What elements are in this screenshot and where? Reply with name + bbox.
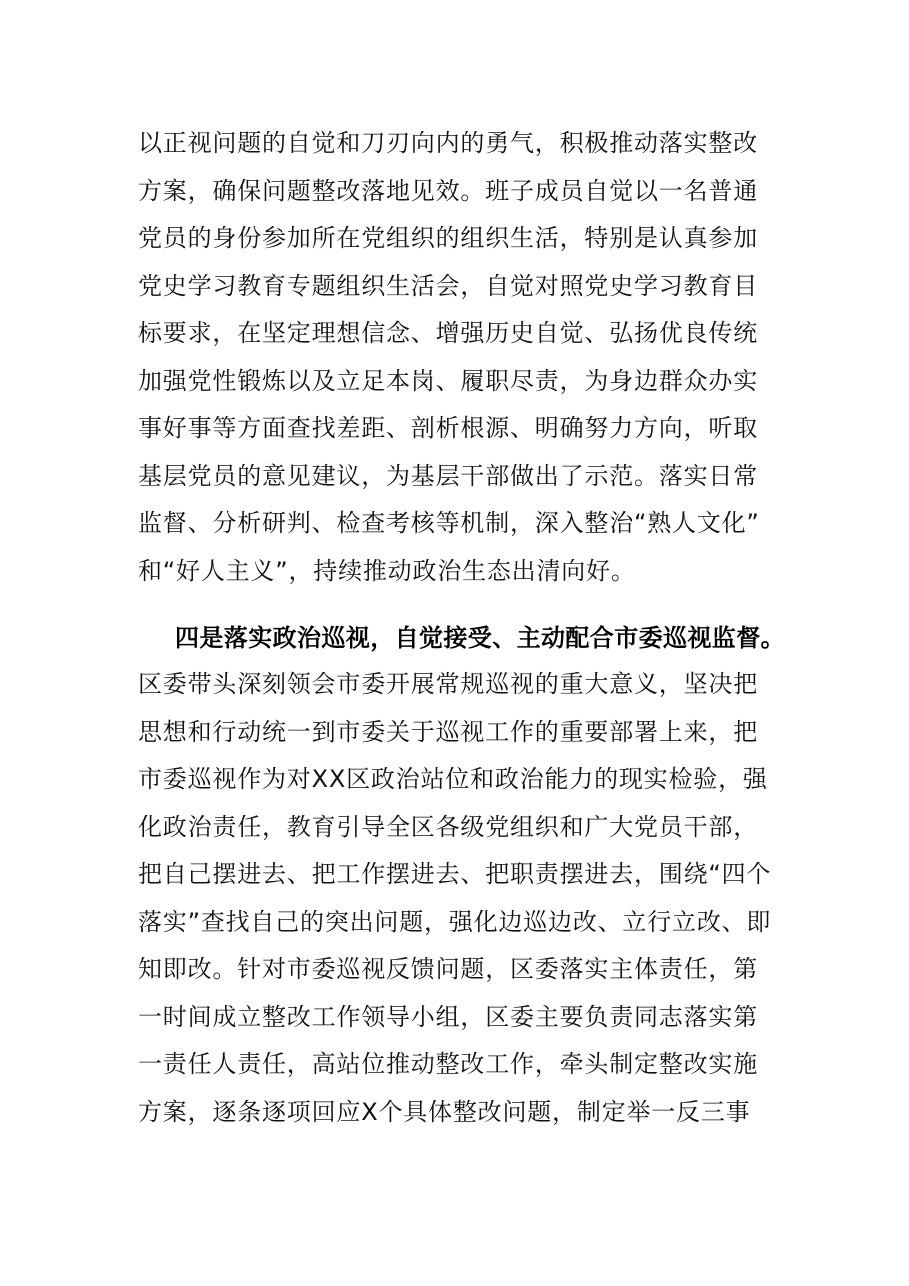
text-line: 基层党员的意见建议，为基层干部做出了示范。落实日常 <box>138 461 758 490</box>
paragraph-1 <box>138 120 778 595</box>
text-line: 和“好人主义”，持续推动政治生态出清向好。 <box>138 556 636 585</box>
text-line: 市委巡视作为对XX区政治站位和政治能力的现实检验，强 <box>138 765 768 793</box>
text-line: 一责任人责任，高站位推动整改工作，牵头制定整改实施 <box>138 1050 758 1078</box>
text-line: 落实”查找自己的突出问题，强化边巡边改、立行立改、即 <box>138 907 772 936</box>
text-line: 党史学习教育专题组织生活会，自觉对照党史学习教育目 <box>138 271 758 300</box>
paragraph-2 <box>138 661 778 1136</box>
text-line: 以正视问题的自觉和刀刃向内的勇气，积极推动落实整改 <box>138 129 758 157</box>
text-line: 一时间成立整改工作领导小组，区委主要负责同志落实第 <box>138 1002 758 1031</box>
section-heading: 四是落实政治巡视，自觉接受、主动配合市委巡视监督。 <box>175 624 785 652</box>
text-line: 事好事等方面查找差距、剖析根源、明确努力方向，听取 <box>138 414 758 442</box>
text-line: 方案，逐条逐项回应X个具体整改问题，制定举一反三事 <box>138 1097 751 1126</box>
text-line: 加强党性锻炼以及立足本岗、履职尽责，为身边群众办实 <box>138 366 758 395</box>
text-line: 标要求，在坚定理想信念、增强历史自觉、弘扬优良传统 <box>138 319 758 347</box>
text-line: 党员的身份参加所在党组织的组织生活，特别是认真参加 <box>138 224 758 252</box>
text-line: 监督、分析研判、检查考核等机制，深入整治“熟人文化” <box>138 509 760 537</box>
text-line: 化政治责任，教育引导全区各级党组织和广大党员干部， <box>138 812 758 841</box>
text-line: 方案，确保问题整改落地见效。班子成员自觉以一名普通 <box>138 176 758 205</box>
text-line: 把自己摆进去、把工作摆进去、把职责摆进去，围绕“四个 <box>138 860 772 888</box>
text-line: 思想和行动统一到市委关于巡视工作的重要部署上来，把 <box>138 717 758 746</box>
text-line: 知即改。针对市委巡视反馈问题，区委落实主体责任，第 <box>138 955 758 983</box>
text-line: 区委带头深刻领会市委开展常规巡视的重大意义，坚决把 <box>138 670 758 698</box>
